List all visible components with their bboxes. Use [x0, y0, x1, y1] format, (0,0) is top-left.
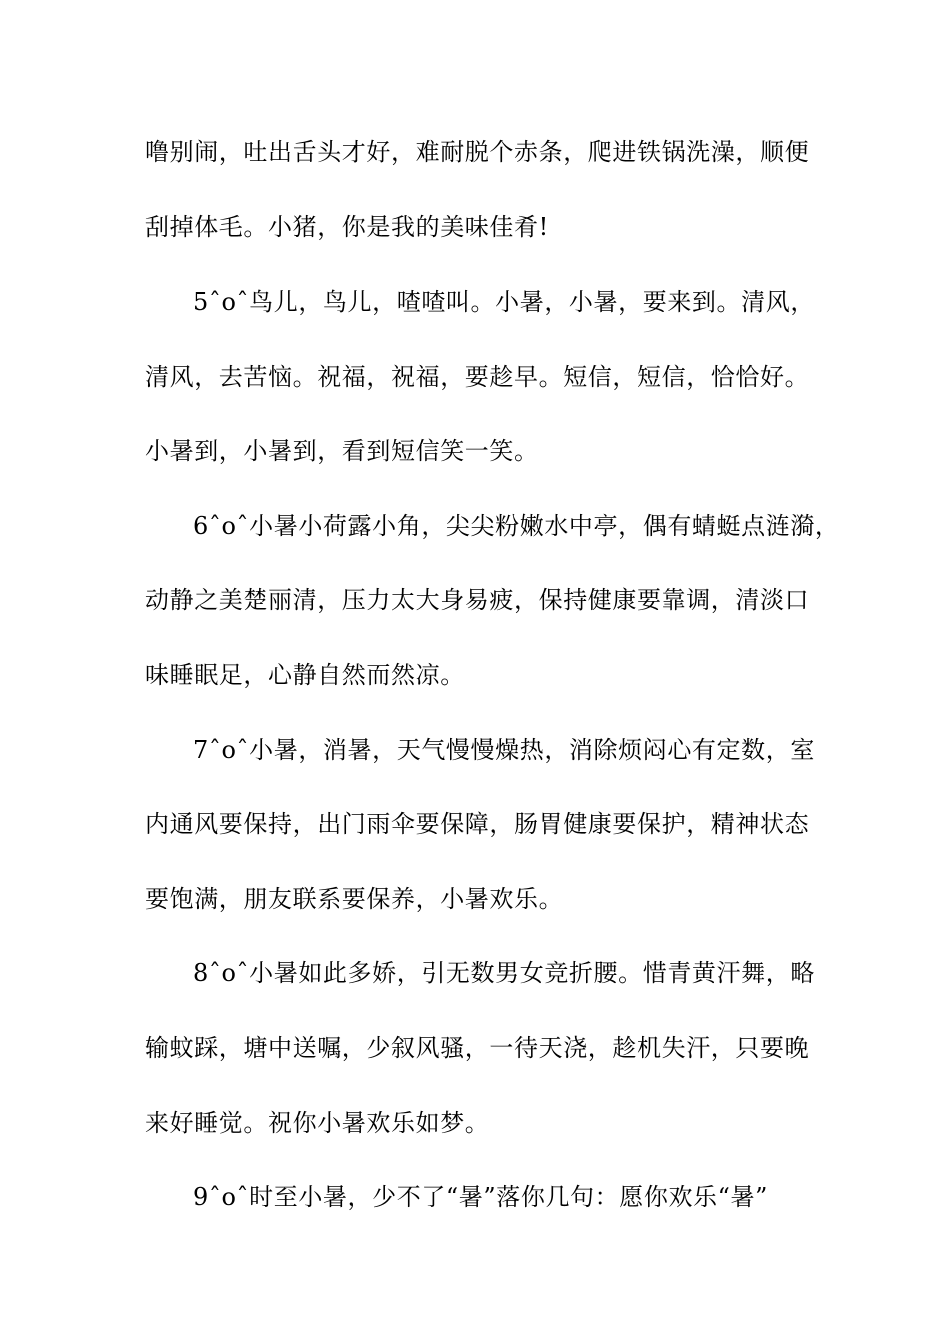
paragraph-start-line: 6ˆoˆ小暑小荷露小角，尖尖粉嫩水中亭，偶有蜻蜓点涟漪， [193, 512, 840, 540]
text-line: 动静之美楚丽清，压力太大身易疲，保持健康要靠调，清淡口 [145, 586, 810, 614]
text-line: 味睡眠足，心静自然而然凉。 [145, 661, 465, 689]
paragraph-start-line: 7ˆoˆ小暑，消暑，天气慢慢燥热，消除烦闷心有定数，室 [193, 736, 815, 764]
paragraph-start-line: 5ˆoˆ鸟儿，鸟儿，喳喳叫。小暑，小暑，要来到。清风， [193, 288, 815, 316]
text-line: 内通风要保持，出门雨伞要保障，肠胃健康要保护，精神状态 [145, 810, 810, 838]
text-line: 要饱满，朋友联系要保养，小暑欢乐。 [145, 885, 564, 913]
paragraph-start-line: 8ˆoˆ小暑如此多娇，引无数男女竞折腰。惜青黄汗舞，略 [193, 959, 815, 987]
text-line: 输蚊踩，塘中送嘱，少叙风骚，一待天浇，趁机失汗，只要晚 [145, 1034, 810, 1062]
text-line: 来好睡觉。祝你小暑欢乐如梦。 [145, 1109, 490, 1137]
paragraph-start-line: 9ˆoˆ时至小暑，少不了“暑”落你几句：愿你欢乐“暑” [193, 1183, 768, 1211]
text-line: 刮掉体毛。小猪，你是我的美味佳肴! [145, 213, 549, 241]
text-line: 噜别闹，吐出舌头才好，难耐脱个赤条，爬进铁锅洗澡，顺便 [145, 138, 810, 166]
text-line: 清风，去苦恼。祝福，祝福，要趁早。短信，短信，恰恰好。 [145, 363, 810, 391]
text-line: 小暑到，小暑到，看到短信笑一笑。 [145, 437, 539, 465]
